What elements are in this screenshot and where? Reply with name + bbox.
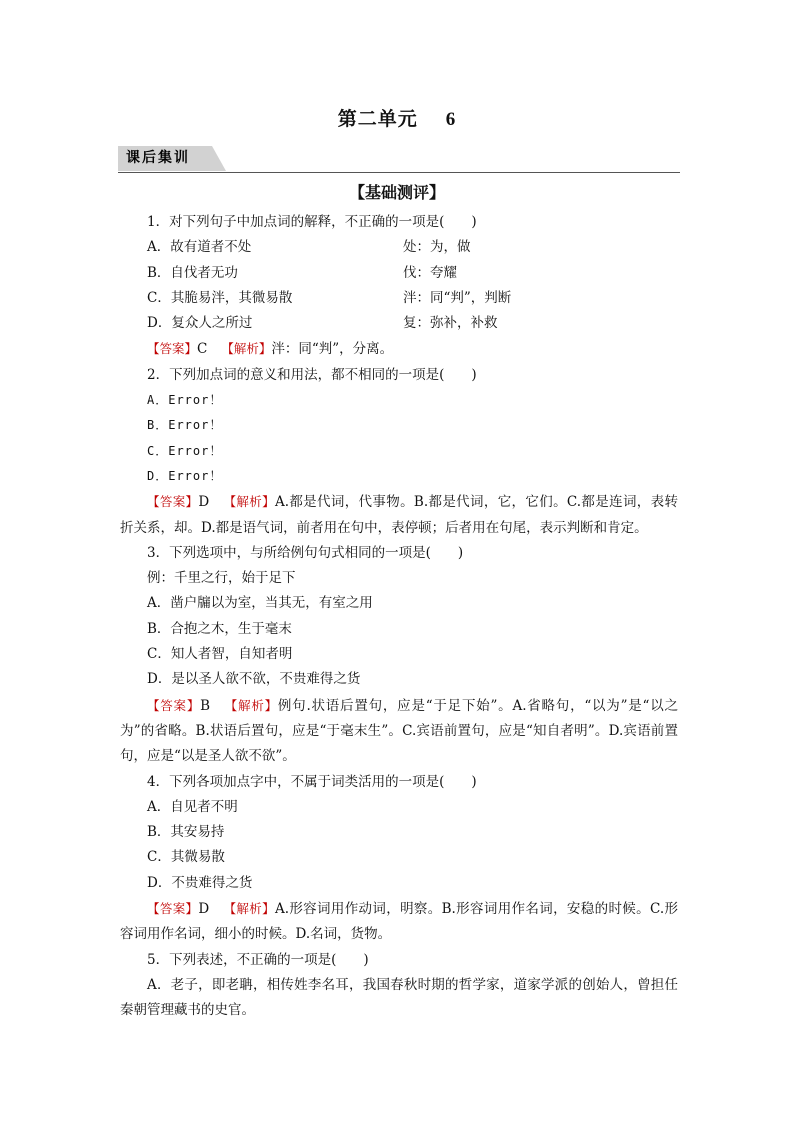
- q3-option-a: A．凿户牖以为室，当其无，有室之用: [147, 595, 373, 612]
- q1-option-d: [120, 311, 678, 336]
- unit-title: 第二单元: [337, 108, 418, 130]
- q2-stem: 2．下列加点词的意义和用法，都不相同的一项是( ): [147, 366, 477, 383]
- q1-option-a-text: A．故有道者不处: [147, 239, 252, 256]
- q1-stem: 1．对下列句子中加点词的解释，不正确的一项是( ): [147, 214, 477, 230]
- q2-answer: D: [198, 494, 210, 511]
- q2-answer-block: [120, 489, 678, 541]
- q4-answer-block: [120, 896, 678, 948]
- q4-stem: 4．下列各项加点字中，不属于词类活用的一项是( ): [147, 773, 477, 790]
- q2-option-c: C．Error！: [147, 443, 223, 458]
- q1-option-b-text: B．自伐者无功: [147, 264, 238, 281]
- q3-option-c: C．知人者智，自知者明: [147, 646, 293, 663]
- section-bar: [118, 144, 680, 173]
- q1-option-c-gloss: 泮：同“判”，判断: [403, 289, 512, 306]
- analysis-tag: 【解析】: [223, 494, 275, 510]
- q1-option-c: [120, 286, 678, 311]
- q1-answer: C: [197, 341, 208, 358]
- answer-tag: 【答案】: [147, 697, 201, 713]
- q5-option-a: A．老子，即老聃，相传姓李名耳，我国春秋时期的哲学家，道家学派的创始人，曾担任秦朝管理藏书的史官。: [120, 976, 678, 1019]
- q3-answer-block: [120, 693, 678, 770]
- q1-option-a: [120, 235, 678, 260]
- section-tab: 课后集训: [118, 146, 212, 171]
- q2-option-d: D．Error！: [147, 468, 223, 483]
- q4-option-d: D．不贵难得之货: [147, 874, 253, 891]
- analysis-tag: 【解析】: [221, 341, 272, 357]
- q1-option-a-gloss: 处：为，做: [403, 239, 471, 256]
- q4-option-b: B．其安易持: [147, 824, 225, 841]
- q1-option-d-text: D．复众人之所过: [147, 315, 253, 332]
- answer-tag: 【答案】: [147, 901, 199, 917]
- question-list: [120, 210, 678, 1024]
- lesson-number: 6: [445, 109, 457, 130]
- q1-option-b: [120, 261, 678, 286]
- q3-answer: B: [200, 697, 211, 714]
- q1-option-c-text: C．其脆易泮，其微易散: [147, 289, 293, 306]
- q4-option-a: A．自见者不明: [147, 798, 238, 815]
- q2-option-b: B．Error！: [147, 418, 223, 433]
- q1-analysis: 泮：同“判”，分离。: [271, 341, 394, 358]
- q3-example: 例：千里之行，始于足下: [147, 570, 296, 587]
- answer-tag: 【答案】: [147, 494, 199, 510]
- q1-answer-line: [120, 336, 678, 362]
- page-title: [0, 104, 794, 131]
- q4-analysis: A.形容词用作动词，明察。B.形容词用作名词，安稳的时候。C.形容词用作名词，细小的时候。D.名词，货物。: [120, 901, 678, 943]
- q5-stem: 5．下列表述，不正确的一项是( ): [147, 951, 369, 968]
- q4-option-c: C．其微易散: [147, 849, 225, 866]
- q3-analysis: 例句.状语后置句，应是“于足下始”。A.省略句，“以为”是“以之为”的省略。B.状语后置句，应是“于毫末生”。C.宾语前置句，应是“知自者明”。D.宾语前置句，应是“以是圣人欲不欲”。: [120, 697, 678, 765]
- q3-stem: 3．下列选项中，与所给例句句式相同的一项是( ): [147, 544, 464, 561]
- q1-option-d-gloss: 复：弥补，补救: [403, 315, 498, 332]
- q4-answer: D: [198, 901, 210, 918]
- section-heading: 【基础测评】: [348, 183, 445, 202]
- q3-option-b: B．合抱之木，生于毫末: [147, 620, 292, 637]
- analysis-tag: 【解析】: [223, 901, 275, 917]
- q2-option-a: A．Error！: [147, 393, 223, 408]
- q2-analysis: A.都是代词，代事物。B.都是代词，它，它们。C.都是连词，表转折关系，却。D.都是语气词，前者用在句中，表停顿；后者用在句尾，表示判断和肯定。: [120, 494, 678, 536]
- answer-tag: 【答案】: [147, 341, 198, 357]
- q3-option-d: D．是以圣人欲不欲，不贵难得之货: [147, 671, 361, 688]
- analysis-tag: 【解析】: [224, 697, 278, 713]
- q1-option-b-gloss: 伐：夸耀: [403, 264, 457, 281]
